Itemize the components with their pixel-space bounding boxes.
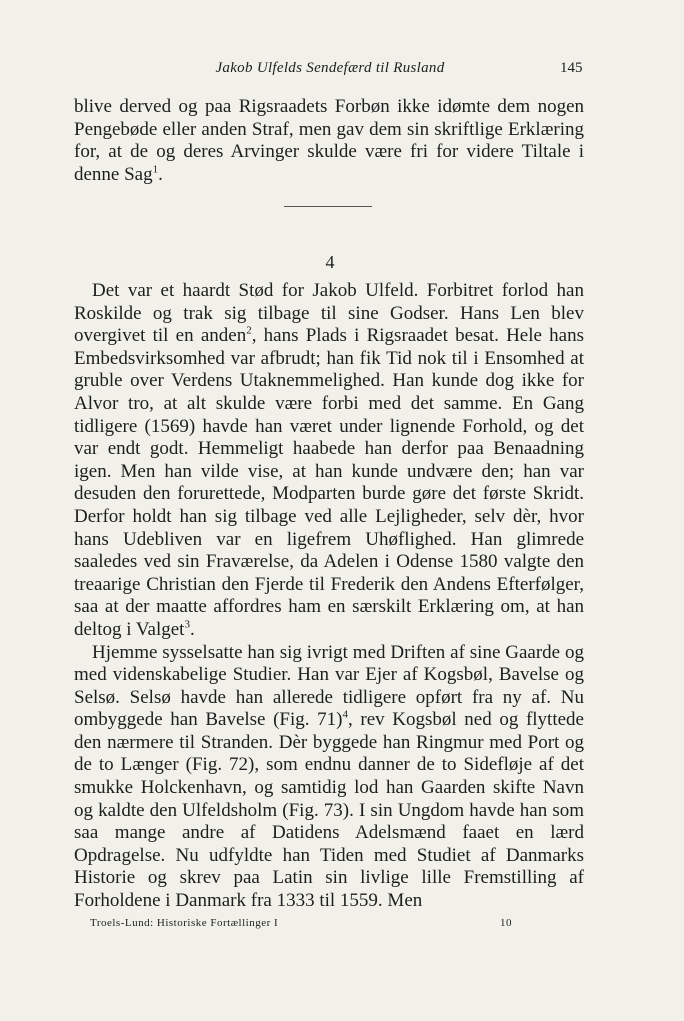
footnote-ref-1: 1 [152, 163, 159, 176]
section-number: 4 [325, 252, 335, 272]
top-paragraph-end: . [158, 163, 163, 185]
paragraph-2-part-2: , rev Kogsbøl ned og flyttede den nærmere til Stranden. Dèr byggede han Ringmur med Port og de to Længer (Fig. 72), som endnu danner de to Sidefløje af det smukke Holckenhavn, og samtidig lod han Gaarden skifte Navn og kaldte den Ulfeldsholm (Fig. 73). I sin Ungdom havde han som saa mange andre af Datidens Adelsmænd faaet en lærd Opdragelse. Nu udfyldte han Tiden med Studiet af Danmarks Historie og skrev paa Latin sin livlige lille Fremstilling af Forholdene i Danmark fra 1333 til 1559. Men [74, 709, 584, 912]
footer-signature: Troels-Lund: Historiske Fortællinger I [90, 917, 279, 929]
main-text-block [74, 280, 584, 913]
running-title: Jakob Ulfelds Sendefærd til Rusland [215, 60, 445, 76]
paragraph-2-part-1: Hjemme sysselsatte han sig ivrigt med Driften af sine Gaarde og med videnskabelige Studier. Han var Ejer af Kogsbøl, Bavelse og Selsø. Selsø havde han allerede tidligere opført fra ny af. Nu ombyggede han Bavelse (Fig. 71) [74, 641, 584, 731]
paragraph-1-end: . [189, 618, 195, 640]
running-header [0, 60, 684, 82]
footnote-ref-2: 2 [246, 324, 252, 337]
paragraph-1-part-2: , hans Plads i Rigsraadet besat. Hele hans Embedsvirksomhed var afbrudt; han fik Tid nok til i Ensomhed at gruble over Verdens Utaknemmelighed. Han kunde dog ikke for Alvor tro, at alt skulde være forbi med det samme. En Gang tidligere (1569) havde han været under lignende Forhold, og det var endt godt. Hemmeligt haabede han derfor paa Benaadning igen. Men han vilde vise, at han kunde undvære den; han var desuden den forurettede, Modparten burde gøre det første Skridt. Derfor holdt han sig tilbage ved alle Lejligheder, selv dèr, hvor hans Udebliven var en ligefrem Uhøflighed. Han glimrede saaledes ved sin Fraværelse, da Adelen i Odense 1580 valgte den treaarige Christian den Fjerde til Frederik den Andens Efterfølger, saa at der maatte affordres ham en særskilt Erklæring om, at han deltog i Valget [74, 325, 584, 640]
paragraph-2 [74, 642, 584, 913]
paragraph-1 [74, 280, 584, 642]
top-paragraph [74, 96, 584, 186]
footnote-ref-3: 3 [184, 618, 190, 631]
paragraph-1-part-1: Det var et haardt Stød for Jakob Ulfeld. Forbitret forlod han Roskilde og trak sig tilbage til sine Godser. Hans Len blev overgivet til en anden [74, 280, 584, 347]
page-number: 145 [560, 60, 583, 76]
footer-sheet-number: 10 [500, 917, 512, 929]
section-divider [284, 206, 372, 207]
footnote-ref-4: 4 [342, 708, 348, 721]
top-paragraph-block [74, 96, 584, 186]
top-paragraph-text: blive derved og paa Rigsraadets Forbøn ikke idømte dem nogen Pengebøde eller anden Straf, men gav dem sin skriftlige Erklæring for, at de og deres Arvinger skulde være fri for videre Tiltale i denne Sag [74, 96, 584, 185]
page-footer [0, 917, 684, 935]
